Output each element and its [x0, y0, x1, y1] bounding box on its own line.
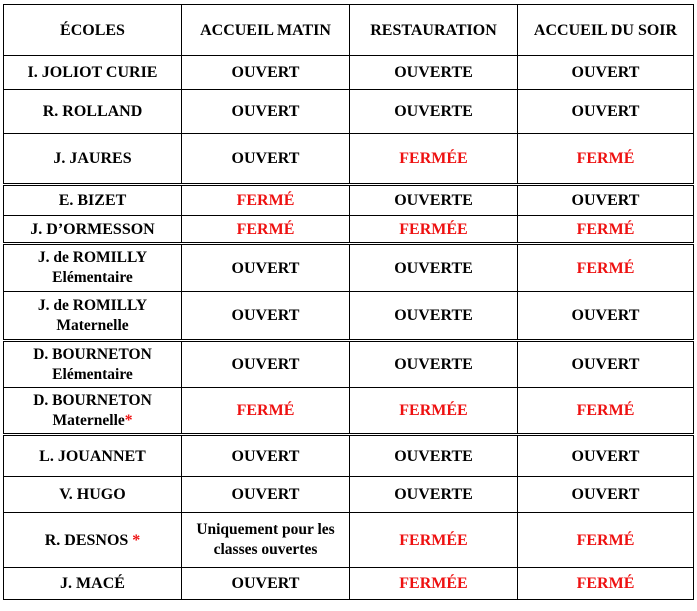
schedule-table-wrapper	[3, 4, 693, 600]
accueil-matin-status: OUVERT	[182, 244, 350, 292]
table-row	[4, 56, 694, 90]
restauration-status: OUVERTE	[350, 435, 518, 477]
school-name: D. BOURNETON Maternelle*	[4, 388, 182, 435]
accueil-soir-status: FERMÉ	[518, 388, 694, 435]
restauration-status: FERMÉE	[350, 388, 518, 435]
asterisk-mark: *	[124, 411, 133, 429]
school-name: L. JOUANNET	[4, 435, 182, 477]
restauration-status: FERMÉE	[350, 216, 518, 244]
asterisk-mark: *	[132, 531, 141, 549]
school-name: J. de ROMILLY Maternelle	[4, 292, 182, 341]
restauration-status: OUVERTE	[350, 341, 518, 388]
header-accueil-soir: ACCUEIL DU SOIR	[518, 5, 694, 56]
school-name: I. JOLIOT CURIE	[4, 56, 182, 90]
accueil-matin-status: OUVERT	[182, 90, 350, 134]
accueil-soir-status: OUVERT	[518, 341, 694, 388]
accueil-soir-status: FERMÉ	[518, 513, 694, 568]
table-row	[4, 435, 694, 477]
table-row	[4, 90, 694, 134]
table-row	[4, 134, 694, 185]
table-row	[4, 341, 694, 388]
restauration-status: OUVERTE	[350, 185, 518, 216]
table-row	[4, 388, 694, 435]
restauration-status: FERMÉE	[350, 513, 518, 568]
accueil-matin-status: OUVERT	[182, 134, 350, 185]
accueil-matin-status: FERMÉ	[182, 216, 350, 244]
accueil-soir-status: FERMÉ	[518, 568, 694, 600]
restauration-status: FERMÉE	[350, 134, 518, 185]
accueil-matin-status: OUVERT	[182, 477, 350, 513]
school-name: J. D’ORMESSON	[4, 216, 182, 244]
accueil-soir-status: OUVERT	[518, 435, 694, 477]
restauration-status: FERMÉE	[350, 568, 518, 600]
accueil-matin-status: FERMÉ	[182, 185, 350, 216]
schedule-table	[3, 4, 694, 600]
accueil-matin-status: OUVERT	[182, 568, 350, 600]
table-row	[4, 185, 694, 216]
accueil-soir-status: OUVERT	[518, 477, 694, 513]
header-accueil-matin: ACCUEIL MATIN	[182, 5, 350, 56]
school-name: E. BIZET	[4, 185, 182, 216]
accueil-soir-status: OUVERT	[518, 90, 694, 134]
table-row	[4, 513, 694, 568]
table-row	[4, 477, 694, 513]
accueil-matin-status: OUVERT	[182, 292, 350, 341]
accueil-soir-status: OUVERT	[518, 185, 694, 216]
accueil-soir-status: FERMÉ	[518, 216, 694, 244]
header-restauration: RESTAURATION	[350, 5, 518, 56]
school-name: J. MACÉ	[4, 568, 182, 600]
accueil-matin-status: FERMÉ	[182, 388, 350, 435]
accueil-soir-status: OUVERT	[518, 56, 694, 90]
restauration-status: OUVERTE	[350, 292, 518, 341]
accueil-matin-status: OUVERT	[182, 56, 350, 90]
school-name: J. de ROMILLY Elémentaire	[4, 244, 182, 292]
school-name: D. BOURNETON Elémentaire	[4, 341, 182, 388]
accueil-soir-status: OUVERT	[518, 292, 694, 341]
school-name: V. HUGO	[4, 477, 182, 513]
accueil-matin-status: OUVERT	[182, 435, 350, 477]
header-row	[4, 5, 694, 56]
accueil-matin-status: OUVERT	[182, 341, 350, 388]
accueil-soir-status: FERMÉ	[518, 134, 694, 185]
restauration-status: OUVERTE	[350, 90, 518, 134]
table-row	[4, 292, 694, 341]
restauration-status: OUVERTE	[350, 56, 518, 90]
accueil-soir-status: FERMÉ	[518, 244, 694, 292]
header-ecoles: ÉCOLES	[4, 5, 182, 56]
school-name: R. DESNOS *	[4, 513, 182, 568]
table-row	[4, 244, 694, 292]
restauration-status: OUVERTE	[350, 244, 518, 292]
school-name: J. JAURES	[4, 134, 182, 185]
table-row	[4, 568, 694, 600]
accueil-matin-status: Uniquement pour les classes ouvertes	[182, 513, 350, 568]
school-name: R. ROLLAND	[4, 90, 182, 134]
restauration-status: OUVERTE	[350, 477, 518, 513]
table-row	[4, 216, 694, 244]
